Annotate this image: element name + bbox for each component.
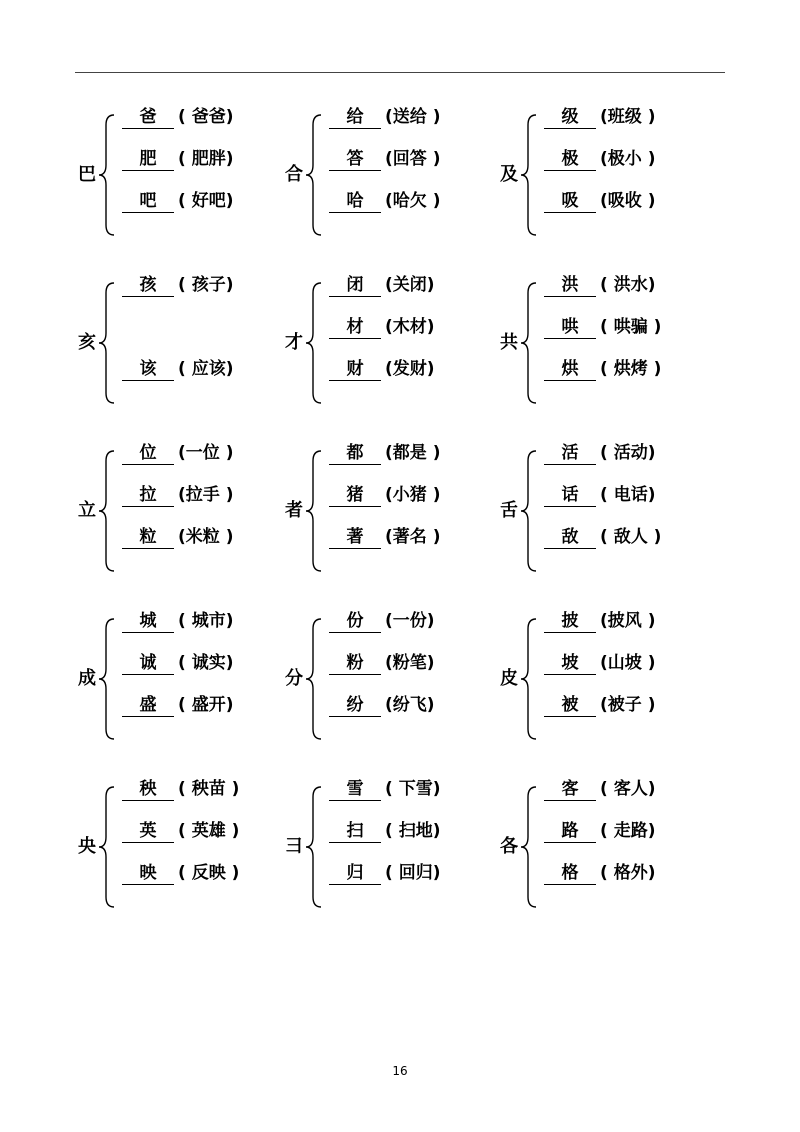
- word-family-group: [500, 777, 740, 917]
- answer-blank: 扫: [329, 820, 381, 843]
- word-entry: [329, 861, 440, 887]
- word-entry: [122, 609, 233, 635]
- answer-blank: 答: [329, 148, 381, 171]
- answer-blank: 财: [329, 358, 381, 381]
- answer-blank: 拉: [122, 484, 174, 507]
- answer-blank: 级: [544, 106, 596, 129]
- header-rule: [75, 72, 725, 73]
- word-entry: [329, 777, 440, 803]
- phrase-example: ( 洪水): [600, 275, 656, 295]
- curly-brace-icon: [305, 281, 325, 405]
- answer-blank: 格: [544, 862, 596, 885]
- word-family-group: [78, 441, 318, 581]
- phrase-example: (一份): [385, 611, 435, 631]
- word-family-group: [285, 609, 525, 749]
- word-family-group: [285, 273, 525, 413]
- answer-blank: 坡: [544, 652, 596, 675]
- curly-brace-icon: [98, 449, 118, 573]
- root-character: 彐: [285, 836, 303, 857]
- root-character: 亥: [78, 332, 96, 353]
- phrase-example: ( 反映 ): [178, 863, 240, 883]
- word-entry: [329, 609, 435, 635]
- word-family-group: [500, 609, 740, 749]
- word-entry: [544, 525, 661, 551]
- phrase-example: (送给 ): [385, 107, 441, 127]
- word-entry: [544, 483, 655, 509]
- word-entry: [122, 777, 239, 803]
- word-entry: [329, 525, 440, 551]
- phrase-example: (粉笔): [385, 653, 435, 673]
- word-family-group: [285, 777, 525, 917]
- page-number: 16: [392, 1064, 408, 1078]
- word-entry: [329, 651, 435, 677]
- answer-blank: 材: [329, 316, 381, 339]
- word-entry: [329, 819, 440, 845]
- phrase-example: ( 盛开): [178, 695, 234, 715]
- word-entry: [122, 273, 233, 299]
- word-family-group: [285, 105, 525, 245]
- answer-blank: 份: [329, 610, 381, 633]
- word-entry: [122, 483, 233, 509]
- word-family-group: [500, 105, 740, 245]
- word-entry: [122, 357, 233, 383]
- answer-blank: 粉: [329, 652, 381, 675]
- word-entry: [122, 651, 233, 677]
- answer-blank: 粒: [122, 526, 174, 549]
- word-entry: [329, 693, 435, 719]
- answer-blank: 位: [122, 442, 174, 465]
- word-family-group: [78, 273, 318, 413]
- root-character: 各: [500, 836, 518, 857]
- phrase-example: (吸收 ): [600, 191, 656, 211]
- word-entry: [122, 861, 239, 887]
- phrase-example: (都是 ): [385, 443, 441, 463]
- word-entry: [329, 357, 435, 383]
- answer-blank: 客: [544, 778, 596, 801]
- word-entry: [122, 693, 233, 719]
- word-entry: [329, 147, 440, 173]
- answer-blank: 该: [122, 358, 174, 381]
- curly-brace-icon: [520, 785, 540, 909]
- word-family-group: [78, 609, 318, 749]
- answer-blank: 吧: [122, 190, 174, 213]
- word-entry: [544, 105, 655, 131]
- curly-brace-icon: [98, 785, 118, 909]
- phrase-example: ( 格外): [600, 863, 656, 883]
- answer-blank: 哄: [544, 316, 596, 339]
- phrase-example: ( 烘烤 ): [600, 359, 662, 379]
- phrase-example: ( 客人): [600, 779, 656, 799]
- word-family-group: [500, 273, 740, 413]
- phrase-example: (一位 ): [178, 443, 234, 463]
- phrase-example: (极小 ): [600, 149, 656, 169]
- phrase-example: (著名 ): [385, 527, 441, 547]
- answer-blank: 披: [544, 610, 596, 633]
- phrase-example: ( 肥胖): [178, 149, 234, 169]
- answer-blank: 归: [329, 862, 381, 885]
- phrase-example: (披风 ): [600, 611, 656, 631]
- phrase-example: (米粒 ): [178, 527, 234, 547]
- root-character: 才: [285, 332, 303, 353]
- phrase-example: (小猪 ): [385, 485, 441, 505]
- curly-brace-icon: [305, 785, 325, 909]
- word-entry: [544, 441, 655, 467]
- word-entry: [122, 189, 233, 215]
- answer-blank: 映: [122, 862, 174, 885]
- phrase-example: ( 英雄 ): [178, 821, 240, 841]
- word-entry: [329, 273, 435, 299]
- curly-brace-icon: [98, 617, 118, 741]
- phrase-example: ( 活动): [600, 443, 656, 463]
- phrase-example: ( 回归): [385, 863, 441, 883]
- word-entry: [544, 861, 655, 887]
- root-character: 立: [78, 500, 96, 521]
- answer-blank: 雪: [329, 778, 381, 801]
- root-character: 舌: [500, 500, 518, 521]
- phrase-example: ( 走路): [600, 821, 656, 841]
- word-family-group: [78, 105, 318, 245]
- phrase-example: (班级 ): [600, 107, 656, 127]
- word-entry: [329, 189, 440, 215]
- phrase-example: (哈欠 ): [385, 191, 441, 211]
- word-entry: [544, 651, 655, 677]
- word-family-group: [78, 777, 318, 917]
- phrase-example: ( 应该): [178, 359, 234, 379]
- word-entry: [122, 147, 233, 173]
- word-entry: [329, 483, 440, 509]
- phrase-example: (纷飞): [385, 695, 435, 715]
- word-entry: [544, 315, 661, 341]
- phrase-example: ( 爸爸): [178, 107, 234, 127]
- curly-brace-icon: [520, 617, 540, 741]
- root-character: 成: [78, 668, 96, 689]
- answer-blank: 烘: [544, 358, 596, 381]
- word-entry: [122, 105, 233, 131]
- phrase-example: (发财): [385, 359, 435, 379]
- answer-blank: 被: [544, 694, 596, 717]
- root-character: 合: [285, 164, 303, 185]
- phrase-example: ( 城市): [178, 611, 234, 631]
- answer-blank: 盛: [122, 694, 174, 717]
- answer-blank: 英: [122, 820, 174, 843]
- word-family-group: [500, 441, 740, 581]
- phrase-example: ( 哄骗 ): [600, 317, 662, 337]
- phrase-example: ( 下雪): [385, 779, 441, 799]
- phrase-example: (木材): [385, 317, 435, 337]
- answer-blank: 诚: [122, 652, 174, 675]
- answer-blank: 秧: [122, 778, 174, 801]
- word-entry: [544, 189, 655, 215]
- answer-blank: 路: [544, 820, 596, 843]
- answer-blank: 哈: [329, 190, 381, 213]
- answer-blank: 纷: [329, 694, 381, 717]
- word-entry: [122, 819, 239, 845]
- phrase-example: (拉手 ): [178, 485, 234, 505]
- root-character: 分: [285, 668, 303, 689]
- phrase-example: ( 扫地): [385, 821, 441, 841]
- word-entry: [329, 315, 435, 341]
- phrase-example: ( 孩子): [178, 275, 234, 295]
- phrase-example: ( 敌人 ): [600, 527, 662, 547]
- answer-blank: 敌: [544, 526, 596, 549]
- root-character: 者: [285, 500, 303, 521]
- word-entry: [122, 441, 233, 467]
- word-entry: [544, 777, 655, 803]
- word-entry: [544, 819, 655, 845]
- answer-blank: 城: [122, 610, 174, 633]
- answer-blank: 极: [544, 148, 596, 171]
- curly-brace-icon: [520, 281, 540, 405]
- root-character: 央: [78, 836, 96, 857]
- phrase-example: (被子 ): [600, 695, 656, 715]
- curly-brace-icon: [305, 617, 325, 741]
- root-character: 共: [500, 332, 518, 353]
- curly-brace-icon: [305, 113, 325, 237]
- answer-blank: 吸: [544, 190, 596, 213]
- phrase-example: ( 诚实): [178, 653, 234, 673]
- root-character: 及: [500, 164, 518, 185]
- phrase-example: (回答 ): [385, 149, 441, 169]
- word-entry: [544, 357, 661, 383]
- curly-brace-icon: [98, 113, 118, 237]
- root-character: 皮: [500, 668, 518, 689]
- answer-blank: 著: [329, 526, 381, 549]
- phrase-example: ( 秧苗 ): [178, 779, 240, 799]
- curly-brace-icon: [520, 449, 540, 573]
- curly-brace-icon: [305, 449, 325, 573]
- answer-blank: 猪: [329, 484, 381, 507]
- answer-blank: 话: [544, 484, 596, 507]
- phrase-example: (关闭): [385, 275, 435, 295]
- curly-brace-icon: [520, 113, 540, 237]
- word-entry: [329, 105, 440, 131]
- answer-blank: 都: [329, 442, 381, 465]
- word-entry: [544, 693, 655, 719]
- word-family-group: [285, 441, 525, 581]
- word-entry: [544, 273, 655, 299]
- phrase-example: ( 好吧): [178, 191, 234, 211]
- answer-blank: 孩: [122, 274, 174, 297]
- answer-blank: 活: [544, 442, 596, 465]
- answer-blank: 给: [329, 106, 381, 129]
- word-entry: [122, 525, 233, 551]
- answer-blank: 肥: [122, 148, 174, 171]
- answer-blank: 爸: [122, 106, 174, 129]
- word-entry: [329, 441, 440, 467]
- answer-blank: 洪: [544, 274, 596, 297]
- phrase-example: (山坡 ): [600, 653, 656, 673]
- root-character: 巴: [78, 164, 96, 185]
- answer-blank: 闭: [329, 274, 381, 297]
- phrase-example: ( 电话): [600, 485, 656, 505]
- word-entry: [544, 147, 655, 173]
- curly-brace-icon: [98, 281, 118, 405]
- word-entry: [544, 609, 655, 635]
